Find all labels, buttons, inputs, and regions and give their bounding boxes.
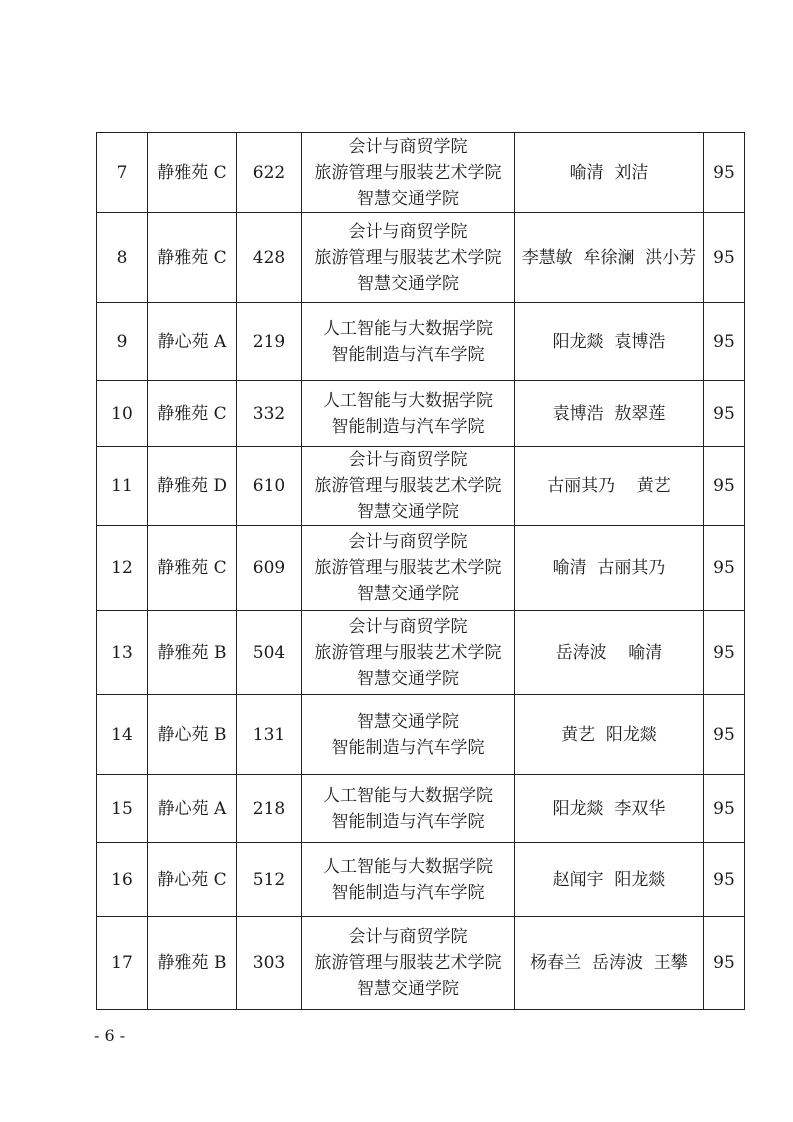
building-cell: 静雅苑 B: [148, 611, 237, 695]
row-number-cell: 7: [97, 133, 148, 213]
table-row: [97, 775, 745, 843]
score-cell: 95: [704, 526, 745, 611]
inspector-names-cell: 袁博浩 敖翠莲: [515, 381, 704, 447]
row-number-cell: 15: [97, 775, 148, 843]
score-cell: 95: [704, 447, 745, 526]
room-number-cell: 218: [237, 775, 302, 843]
row-number-cell: 14: [97, 695, 148, 775]
room-number-cell: 428: [237, 213, 302, 303]
room-number-cell: 504: [237, 611, 302, 695]
table-body: [97, 133, 745, 1010]
college-name: 旅游管理与服装艺术学院: [314, 642, 502, 663]
building-cell: 静心苑 B: [148, 695, 237, 775]
college-name: 人工智能与大数据学院: [323, 390, 493, 411]
college-name: 旅游管理与服装艺术学院: [314, 247, 502, 268]
building-cell: 静雅苑 C: [148, 213, 237, 303]
score-cell: 95: [704, 213, 745, 303]
table-row: [97, 447, 745, 526]
colleges-cell: [302, 611, 515, 695]
college-name: 旅游管理与服装艺术学院: [314, 558, 502, 578]
building-cell: 静雅苑 C: [148, 526, 237, 611]
score-cell: 95: [704, 133, 745, 213]
college-name: 旅游管理与服装艺术学院: [314, 953, 502, 973]
table-row: [97, 381, 745, 447]
college-name: 会计与商贸学院: [348, 927, 468, 947]
row-number-cell: 12: [97, 526, 148, 611]
score-cell: 95: [704, 303, 745, 381]
room-number-cell: 332: [237, 381, 302, 447]
building-cell: 静心苑 A: [148, 303, 237, 381]
page-number: - 6 -: [94, 1026, 126, 1045]
room-number-cell: 622: [237, 133, 302, 213]
college-name: 智慧交通学院: [357, 711, 459, 732]
college-name: 智能制造与汽车学院: [331, 811, 485, 832]
building-cell: 静雅苑 C: [148, 133, 237, 213]
room-number-cell: 303: [237, 917, 302, 1010]
room-number-cell: 609: [237, 526, 302, 611]
inspector-names-cell: 赵闻宇 阳龙燚: [515, 843, 704, 917]
inspector-names-cell: 喻清 刘洁: [515, 133, 704, 213]
score-cell: 95: [704, 843, 745, 917]
score-cell: 95: [704, 775, 745, 843]
table-row: [97, 695, 745, 775]
colleges-cell: [302, 447, 515, 526]
college-name: 智能制造与汽车学院: [331, 416, 485, 437]
row-number-cell: 9: [97, 303, 148, 381]
college-name: 智能制造与汽车学院: [331, 882, 485, 903]
table-row: [97, 133, 745, 213]
row-number-cell: 17: [97, 917, 148, 1010]
dormitory-table: [96, 132, 745, 1010]
college-name: 智慧交通学院: [357, 188, 459, 209]
colleges-cell: [302, 843, 515, 917]
college-name: 智慧交通学院: [357, 273, 459, 294]
row-number-cell: 13: [97, 611, 148, 695]
college-name: 智慧交通学院: [357, 979, 459, 999]
row-number-cell: 10: [97, 381, 148, 447]
table-row: [97, 213, 745, 303]
inspector-names-cell: 喻清 古丽其乃: [515, 526, 704, 611]
building-cell: 静雅苑 D: [148, 447, 237, 526]
college-name: 智能制造与汽车学院: [331, 344, 485, 365]
college-name: 智慧交通学院: [357, 668, 459, 689]
score-cell: 95: [704, 695, 745, 775]
college-name: 旅游管理与服装艺术学院: [314, 476, 502, 496]
college-name: 人工智能与大数据学院: [323, 856, 493, 877]
room-number-cell: 610: [237, 447, 302, 526]
colleges-cell: [302, 695, 515, 775]
college-name: 会计与商贸学院: [348, 616, 468, 637]
table-row: [97, 843, 745, 917]
inspector-names-cell: 杨春兰 岳涛波 王攀: [515, 917, 704, 1010]
college-name: 智能制造与汽车学院: [331, 737, 485, 758]
room-number-cell: 512: [237, 843, 302, 917]
score-cell: 95: [704, 611, 745, 695]
score-cell: 95: [704, 381, 745, 447]
row-number-cell: 8: [97, 213, 148, 303]
college-name: 智慧交通学院: [357, 502, 459, 522]
inspector-names-cell: 岳涛波 喻清: [515, 611, 704, 695]
table-row: [97, 526, 745, 611]
score-cell: 95: [704, 917, 745, 1010]
college-name: 智慧交通学院: [357, 584, 459, 604]
colleges-cell: [302, 917, 515, 1010]
table-row: [97, 917, 745, 1010]
colleges-cell: [302, 213, 515, 303]
college-name: 人工智能与大数据学院: [323, 318, 493, 339]
college-name: 会计与商贸学院: [348, 450, 468, 470]
college-name: 人工智能与大数据学院: [323, 785, 493, 806]
room-number-cell: 219: [237, 303, 302, 381]
inspector-names-cell: 阳龙燚 李双华: [515, 775, 704, 843]
colleges-cell: [302, 133, 515, 213]
college-name: 会计与商贸学院: [348, 532, 468, 552]
college-name: 会计与商贸学院: [348, 221, 468, 242]
building-cell: 静雅苑 B: [148, 917, 237, 1010]
row-number-cell: 11: [97, 447, 148, 526]
colleges-cell: [302, 303, 515, 381]
college-name: 会计与商贸学院: [348, 136, 468, 157]
room-number-cell: 131: [237, 695, 302, 775]
colleges-cell: [302, 775, 515, 843]
inspector-names-cell: 李慧敏 牟徐澜 洪小芳: [515, 213, 704, 303]
inspector-names-cell: 阳龙燚 袁博浩: [515, 303, 704, 381]
table-row: [97, 611, 745, 695]
inspector-names-cell: 黄艺 阳龙燚: [515, 695, 704, 775]
row-number-cell: 16: [97, 843, 148, 917]
table-row: [97, 303, 745, 381]
colleges-cell: [302, 526, 515, 611]
building-cell: 静心苑 A: [148, 775, 237, 843]
college-name: 旅游管理与服装艺术学院: [314, 162, 502, 183]
colleges-cell: [302, 381, 515, 447]
building-cell: 静心苑 C: [148, 843, 237, 917]
building-cell: 静雅苑 C: [148, 381, 237, 447]
inspector-names-cell: 古丽其乃 黄艺: [515, 447, 704, 526]
